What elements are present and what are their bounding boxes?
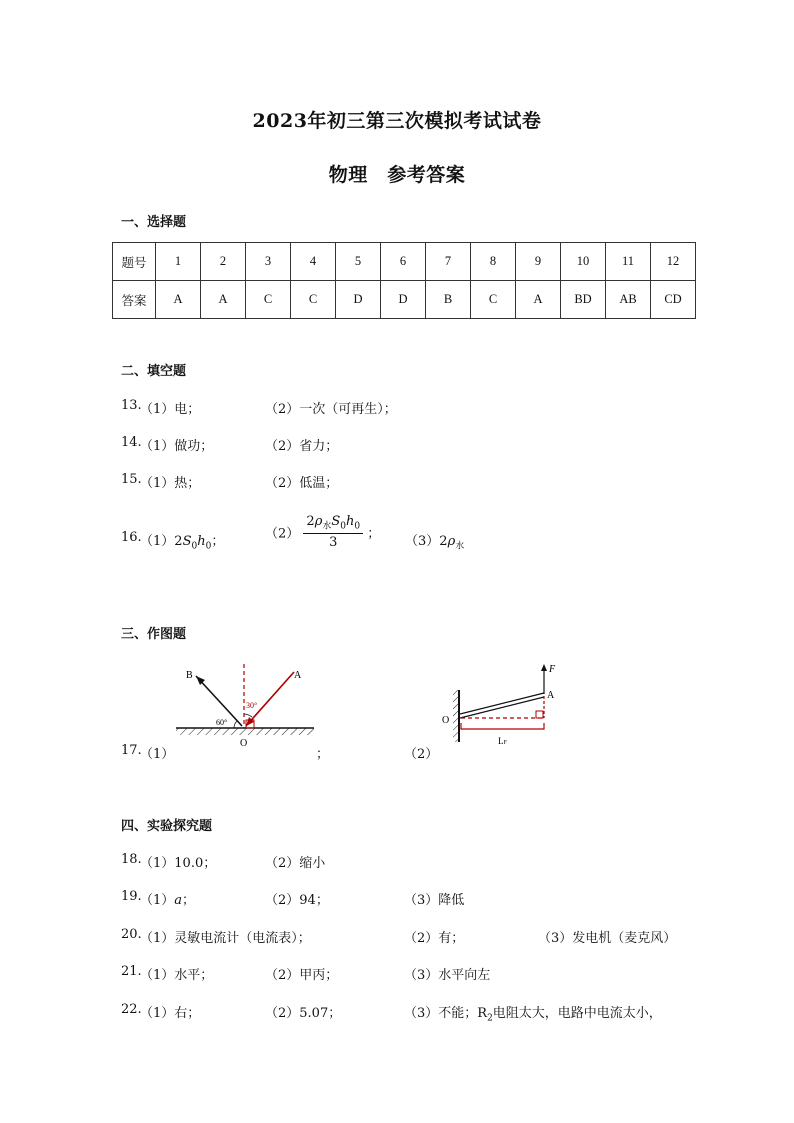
- q14-part2: （2）省力；: [265, 439, 339, 454]
- table-cell: D: [381, 281, 426, 319]
- q20-part2: （2）有；: [404, 931, 465, 946]
- table-row-numbers: [113, 243, 696, 281]
- label-30-degrees: 30°: [246, 701, 258, 710]
- q22-part3: [404, 1002, 662, 1024]
- q22-number: 22.: [121, 1002, 142, 1017]
- label-a: A: [294, 670, 302, 681]
- table-cell: CD: [651, 281, 696, 319]
- table-cell: 5: [336, 243, 381, 281]
- answer-table: [112, 242, 696, 319]
- q19-part1-end: ；: [182, 893, 196, 908]
- q14-number: 14.: [121, 435, 142, 450]
- q19-number: 19.: [121, 889, 142, 904]
- table-cell: 1: [156, 243, 201, 281]
- q16-fraction-denominator: 3: [329, 534, 338, 550]
- q16-part2-label: （2）: [265, 526, 300, 542]
- section-drawing-heading: 三、作图题: [121, 627, 187, 642]
- angle-30-arc: [244, 714, 252, 717]
- label-lf: [498, 736, 508, 746]
- q21-number: 21.: [121, 964, 142, 979]
- q20-part3: （3）发电机（麦克风）: [538, 931, 677, 946]
- label-lf-sub: F: [503, 740, 507, 746]
- q16-part1: [140, 530, 224, 552]
- q17-semicolon: ；: [316, 747, 330, 762]
- q19-part1-value: a: [174, 893, 183, 908]
- table-header-cell: 题号: [113, 243, 156, 281]
- table-cell: 6: [381, 243, 426, 281]
- q13-number: 13.: [121, 398, 142, 413]
- section-experiment-heading: 四、实验探究题: [121, 819, 213, 834]
- table-row-answers: [113, 281, 696, 319]
- q21-part3: （3）水平向左: [404, 968, 491, 983]
- q13-part2: （2）一次（可再生）；: [265, 402, 397, 417]
- q16-part3-rho: ρ: [447, 534, 456, 549]
- incident-ray: [246, 672, 294, 726]
- q16-part1-h-sub: 0: [205, 541, 212, 552]
- label-lf-main: L: [498, 736, 504, 746]
- q16-part1-h: h: [197, 534, 206, 549]
- q19-part1: [140, 889, 195, 908]
- q19-part1-label: （1）: [140, 893, 175, 908]
- q14-part1: （1）做功；: [140, 439, 214, 454]
- table-cell: C: [471, 281, 516, 319]
- table-cell: D: [336, 281, 381, 319]
- table-cell: C: [246, 281, 291, 319]
- q16-num-rho: ρ: [314, 514, 323, 529]
- force-f-arrowhead: [541, 664, 547, 671]
- q16-num-h-sub: 0: [354, 521, 361, 532]
- q16-part3-rho-sub: 水: [455, 541, 465, 552]
- lever-rod-bottom: [460, 697, 544, 718]
- q19-part3: （3）降低: [404, 893, 465, 908]
- q16-num-s-sub: 0: [340, 521, 347, 532]
- q16-number: 16.: [121, 530, 142, 545]
- page-subtitle: 物理 参考答案: [328, 164, 466, 186]
- q22-part1: （1）右；: [140, 1006, 201, 1021]
- table-cell: A: [516, 281, 561, 319]
- q16-part1-coef: 2: [174, 534, 183, 549]
- section-choice-heading: 一、选择题: [121, 215, 187, 230]
- table-cell: A: [156, 281, 201, 319]
- lever-rod-top: [460, 693, 544, 714]
- q21-part2: （2）甲丙；: [265, 968, 339, 983]
- table-cell: 10: [561, 243, 606, 281]
- table-cell: 7: [426, 243, 471, 281]
- lever-figure: [438, 660, 578, 752]
- q18-number: 18.: [121, 852, 142, 867]
- table-cell: C: [291, 281, 336, 319]
- q20-number: 20.: [121, 927, 142, 942]
- table-cell: 9: [516, 243, 561, 281]
- table-cell: B: [426, 281, 471, 319]
- table-header-cell: 答案: [113, 281, 156, 319]
- moment-arm-bracket: [461, 723, 544, 729]
- q20-part1: （1）灵敏电流计（电流表）；: [140, 931, 311, 946]
- q16-part3-label: （3）: [405, 534, 440, 549]
- section-fill-heading: 二、填空题: [121, 364, 187, 379]
- reflection-figure: [170, 660, 320, 750]
- q16-part1-label: （1）: [140, 534, 175, 549]
- page-title: 2023年初三第三次模拟考试试卷: [252, 110, 542, 132]
- q16-fraction-numerator: [303, 514, 363, 534]
- table-cell: A: [201, 281, 246, 319]
- q16-part3-coef: 2: [439, 534, 448, 549]
- q16-part3: [405, 530, 464, 552]
- q16-num-s: S: [331, 514, 341, 529]
- label-a-lever: A: [547, 690, 555, 701]
- q15-part2: （2）低温；: [265, 476, 339, 491]
- q16-fraction: [303, 514, 363, 550]
- q17-part2: （2）: [404, 747, 439, 762]
- table-cell: 2: [201, 243, 246, 281]
- table-cell: BD: [561, 281, 606, 319]
- q22-part2: （2）5.07；: [265, 1006, 342, 1021]
- q16-part1-s-sub: 0: [191, 541, 198, 552]
- q17-part1: （1）: [140, 747, 175, 762]
- q15-number: 15.: [121, 472, 142, 487]
- table-cell: 11: [606, 243, 651, 281]
- angle-60-arc: [234, 721, 237, 728]
- label-60-degrees: 60°: [216, 718, 228, 727]
- q17-number: 17.: [121, 743, 142, 758]
- q22-part3-post: 电阻太大，电路中电流太小，: [492, 1006, 662, 1021]
- label-b: B: [186, 670, 193, 681]
- q22-part3-pre: （3）不能；R: [404, 1006, 488, 1021]
- table-cell: 8: [471, 243, 516, 281]
- q16-num-h: h: [346, 514, 355, 529]
- q16-part2: [265, 514, 380, 550]
- q22-part3-sub: 2: [487, 1013, 493, 1024]
- q18-part2: （2）缩小: [265, 856, 326, 871]
- q16-num-rho-sub: 水: [322, 521, 332, 532]
- q16-part1-s: S: [182, 534, 192, 549]
- q18-part1: （1）10.0；: [140, 856, 217, 871]
- label-f: F: [549, 664, 556, 675]
- q21-part1: （1）水平；: [140, 968, 214, 983]
- q19-part2: （2）94；: [265, 893, 329, 908]
- q16-num-coef: 2: [306, 514, 315, 529]
- label-o: O: [240, 738, 248, 749]
- right-angle-mark-lever: [536, 711, 543, 718]
- q15-part1: （1）热；: [140, 476, 201, 491]
- table-cell: AB: [606, 281, 651, 319]
- q16-part2-end: ；: [367, 526, 381, 542]
- table-cell: 4: [291, 243, 336, 281]
- mirror-hatching: [176, 728, 314, 735]
- table-cell: 12: [651, 243, 696, 281]
- q13-part1: （1）电；: [140, 402, 201, 417]
- label-o-lever: O: [442, 715, 450, 726]
- q16-part1-end: ；: [211, 534, 225, 549]
- table-cell: 3: [246, 243, 291, 281]
